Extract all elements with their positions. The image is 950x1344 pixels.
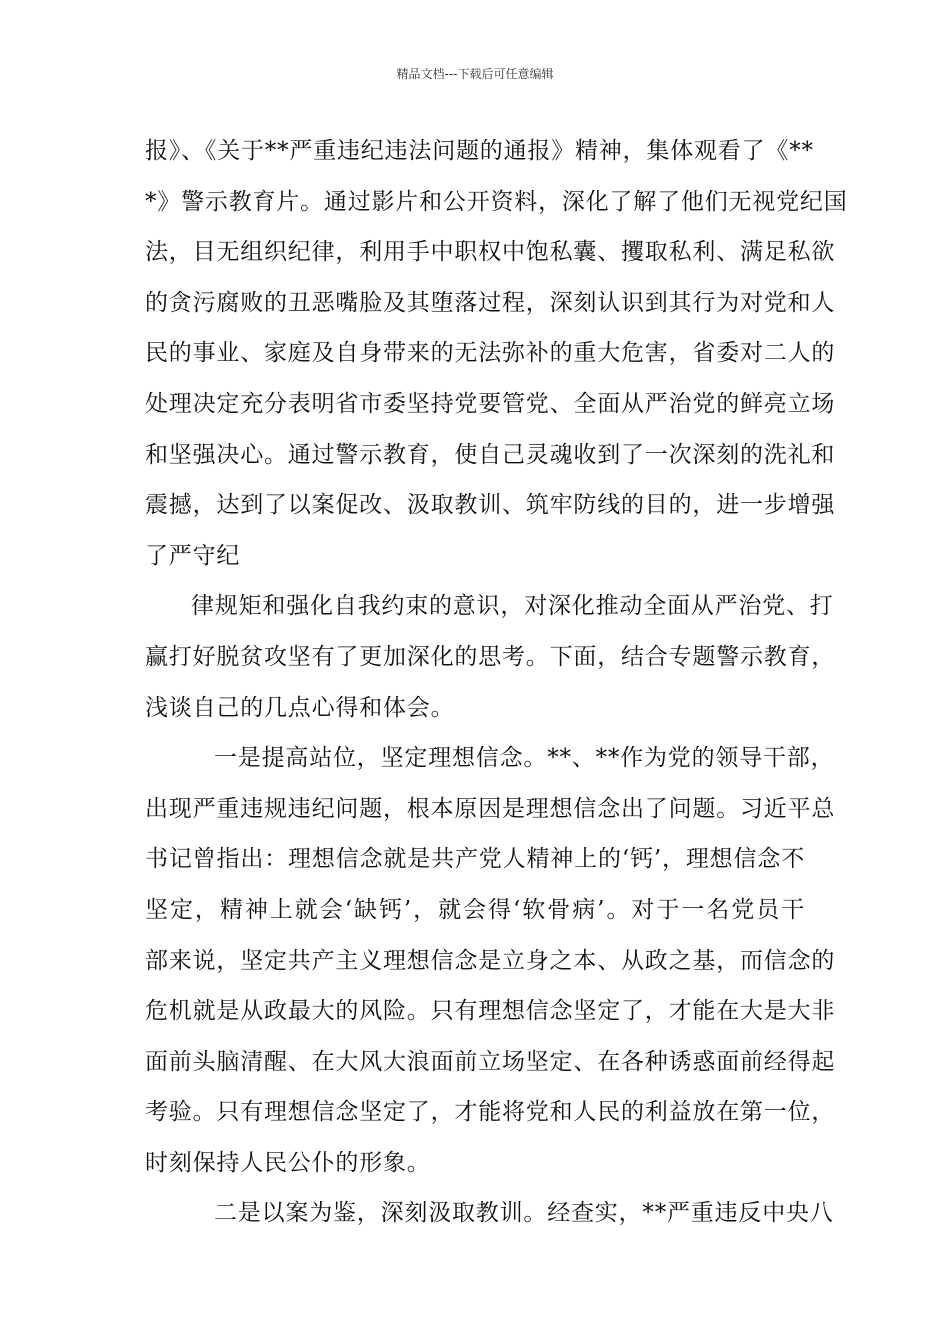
text-line: 报》、《关于**严重违纪违法问题的通报》精神，集体观看了《** [145, 138, 814, 164]
text-line: 部来说，坚定共产主义理想信念是立身之本、从政之基，而信念的 [145, 947, 836, 974]
text-line: 时刻保持人民公仆的形象。 [145, 1149, 431, 1176]
text-line: 出现严重违规违纪问题，根本原因是理想信念出了问题。习近平总 [145, 795, 836, 822]
text-line: 危机就是从政最大的风险。只有理想信念坚定了，才能在大是大非 [145, 998, 836, 1025]
text-line: *》警示教育片。通过影片和公开资料，深化了解了他们无视党纪国 [145, 188, 848, 215]
text-line: 了严守纪 [145, 542, 241, 569]
paragraph-2 [145, 581, 836, 733]
text-line: 处理决定充分表明省市委坚持党要管党、全面从严治党的鲜亮立场 [145, 390, 836, 417]
text-line: 和坚强决心。通过警示教育，使自己灵魂收到了一次深刻的洗礼和 [145, 441, 836, 468]
text-line: 坚定，精神上就会‘缺钙’，就会得‘软骨病’。对于一名党员干 [145, 896, 805, 923]
text-line: 考验。只有理想信念坚定了，才能将党和人民的利益放在第一位， [145, 1099, 836, 1126]
text-line: 一是提高站位，坚定理想信念。**、**作为党的领导干部， [214, 745, 835, 772]
text-line: 面前头脑清醒、在大风大浪面前立场坚定、在各种诱惑面前经得起 [145, 1048, 836, 1075]
text-line: 浅谈自己的几点心得和体会。 [145, 694, 455, 721]
page-header: 精品文档---下载后可任意编辑 [396, 67, 554, 81]
text-line: 的贪污腐败的丑恶嘴脸及其堕落过程，深刻认识到其行为对党和人 [145, 289, 836, 316]
paragraph-4 [145, 1188, 834, 1239]
text-line: 赢打好脱贫攻坚有了更加深化的思考。下面，结合专题警示教育， [145, 643, 836, 670]
text-line: 民的事业、家庭及自身带来的无法弥补的重大危害，省委对二人的 [145, 340, 836, 367]
paragraph-1 [145, 126, 848, 581]
document-body [145, 126, 848, 1239]
text-line: 震撼，达到了以案促改、汲取教训、筑牢防线的目的，进一步增强 [145, 492, 836, 519]
text-line: 二是以案为鉴，深刻汲取教训。经查实，**严重违反中央八 [214, 1200, 834, 1227]
text-line: 律规矩和强化自我约束的意识，对深化推动全面从严治党、打 [191, 593, 834, 620]
text-line: 法，目无组织纪律，利用手中职权中饱私囊、攫取私利、满足私欲 [145, 239, 836, 266]
text-line: 书记曾指出：理想信念就是共产党人精神上的‘钙’，理想信念不 [145, 846, 805, 873]
paragraph-3 [145, 733, 836, 1188]
